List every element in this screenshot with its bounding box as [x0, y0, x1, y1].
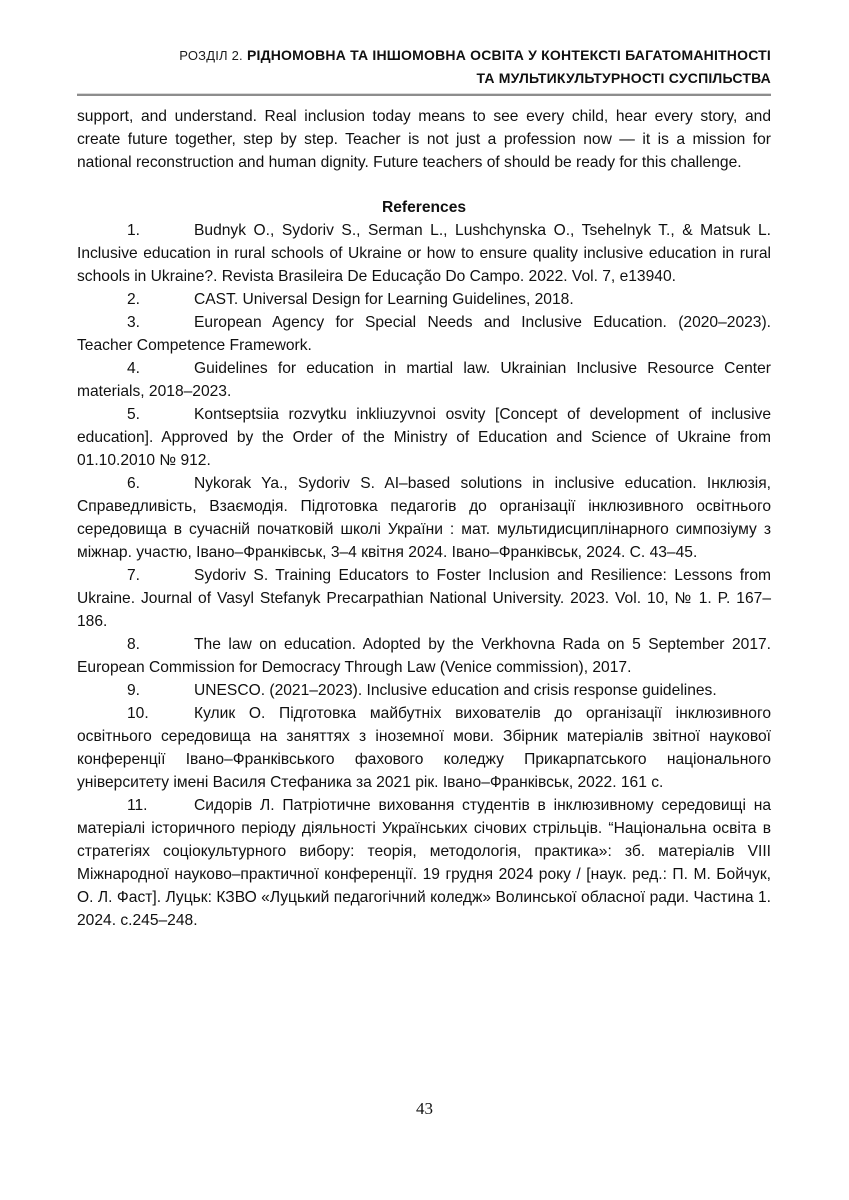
reference-item: [77, 472, 771, 564]
chapter-label: РОЗДІЛ 2.: [179, 48, 243, 63]
references-heading: References: [381, 199, 467, 216]
reference-number: 10.: [127, 705, 149, 722]
header-rule: [77, 93, 771, 96]
reference-item: [77, 288, 771, 311]
body-paragraph: support, and understand. Real inclusion today means to see every child, hear every story, and create future together, step by step. Teacher is not just a profession now — it is a mission for national reconstruction and human dignity. Future teachers of should be ready for this challenge.: [77, 108, 771, 171]
reference-item: [77, 403, 771, 472]
reference-number: 5.: [127, 406, 141, 423]
reference-text: Sydoriv S. Training Educators to Foster Inclusion and Resilience: Lessons from Ukraine. Journal of Vasyl Stefanyk Precarpathian National University. 2023. Vol. 10, № 1. P. 167–186.: [77, 567, 771, 630]
reference-text: The law on education. Adopted by the Verkhovna Rada on 5 September 2017. European Commission for Democracy Through Law (Venice commission), 2017.: [77, 636, 771, 676]
reference-text: Guidelines for education in martial law. Ukrainian Inclusive Resource Center materials, 2018–2023.: [77, 360, 771, 400]
reference-text: European Agency for Special Needs and Inclusive Education. (2020–2023). Teacher Competence Framework.: [77, 314, 771, 354]
reference-text: Сидорів Л. Патріотичне виховання студентів в інклюзивному середовищі на матеріалі історичного періоду діяльності Українських січових стрільців. “Національна освіта в стратегіях соціокультурного вибору: теорія, методологія, практика»: зб. матеріалів VIII Міжнародної науково–практичної конференції. 19 грудня 2024 року / [наук. ред.: П. М. Бойчук, О. Л. Фаст]. Луцьк: КЗВО «Луцький педагогічний коледж» Волинської обласної ради. Частина 1. 2024. с.245–248.: [77, 797, 771, 929]
reference-item: [77, 219, 771, 288]
reference-item: [77, 564, 771, 633]
reference-text: CAST. Universal Design for Learning Guidelines, 2018.: [194, 291, 574, 308]
reference-number: 1.: [127, 222, 141, 239]
reference-text: Nykorak Ya., Sydoriv S. AI–based solutions in inclusive education. Інклюзія, Справедливість, Взаємодія. Підготовка педагогів до організації інклюзивного освітнього середовища в сучасній початковій школі України : мат. мультидисциплінарного симпозіуму з міжнар. участю, Івано–Франківськ, 3–4 квітня 2024. Івано–Франківськ, 2024. С. 43–45.: [77, 475, 771, 561]
page-number: 43: [416, 1099, 433, 1118]
running-head-title-line1: РІДНОМОВНА ТА ІНШОМОВНА ОСВІТА У КОНТЕКСТІ БАГАТОМАНІТНОСТІ: [246, 47, 771, 63]
reference-number: 4.: [127, 360, 141, 377]
reference-item: [77, 679, 771, 702]
references-list: [77, 219, 771, 932]
reference-item: [77, 633, 771, 679]
reference-number: 8.: [127, 636, 141, 653]
reference-number: 3.: [127, 314, 141, 331]
reference-text: Budnyk O., Sydoriv S., Serman L., Lushchynska O., Tsehelnyk T., & Matsuk L. Inclusive education in rural schools of Ukraine or how to ensure quality inclusive education in rural schools in Ukraine?. Revista Brasileira De Educação Do Campo. 2022. Vol. 7, e13940.: [77, 222, 771, 285]
reference-number: 6.: [127, 475, 141, 492]
reference-text: Кулик О. Підготовка майбутніх вихователів до організації інклюзивного освітнього середовища на заняттях з іноземної мови. Збірник матеріалів звітної наукової конференції Івано–Франківського фахового коледжу Прикарпатського національного університету імені Василя Стефаника за 2021 рік. Івано–Франківськ, 2022. 161 с.: [77, 705, 771, 791]
running-head-title-line2: ТА МУЛЬТИКУЛЬТУРНОСТІ СУСПІЛЬСТВА: [476, 70, 771, 86]
reference-number: 7.: [127, 567, 141, 584]
reference-text: Kontseptsiia rozvytku inkliuzyvnoi osvity [Concept of development of inclusive education]. Approved by the Order of the Ministry of Education and Science of Ukraine from 01.10.2010 № 912.: [77, 406, 771, 469]
reference-number: 9.: [127, 682, 141, 699]
reference-item: [77, 357, 771, 403]
running-head: [77, 44, 771, 90]
reference-number: 2.: [127, 291, 141, 308]
reference-number: 11.: [127, 797, 148, 814]
reference-item: [77, 311, 771, 357]
reference-text: UNESCO. (2021–2023). Inclusive education and crisis response guidelines.: [194, 682, 717, 699]
reference-item: [77, 794, 771, 932]
reference-item: [77, 702, 771, 794]
